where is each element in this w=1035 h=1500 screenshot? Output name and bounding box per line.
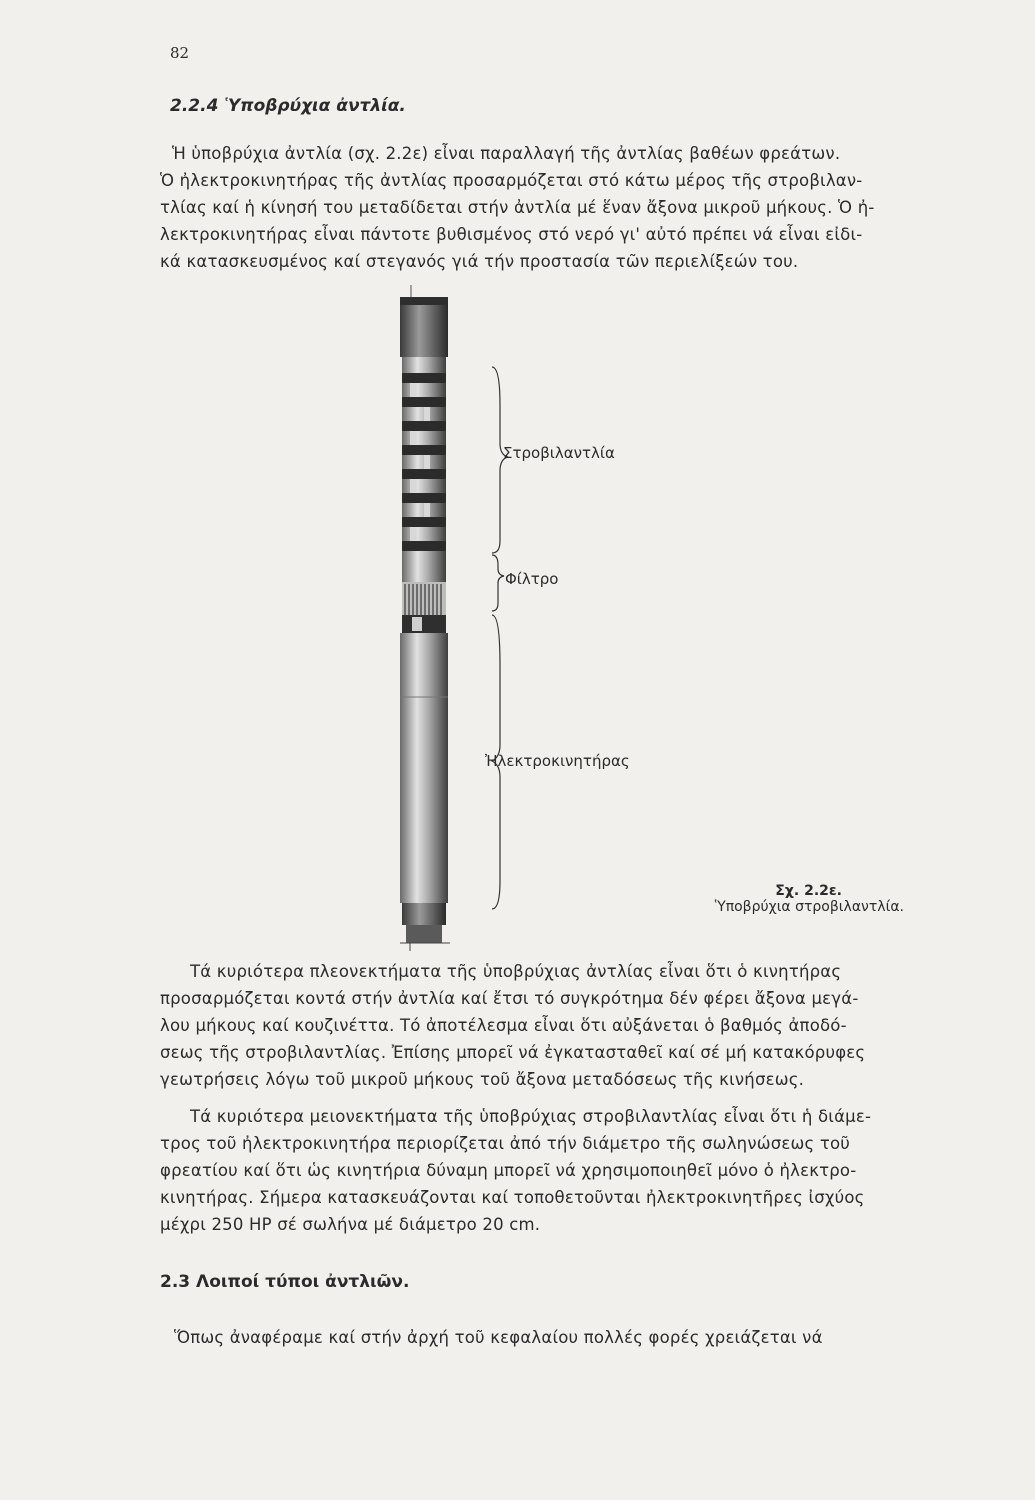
text-line: γεωτρήσεις λόγω τοῦ μικροῦ μήκους τοῦ ἄξονα μεταδόσεως τῆς κινήσεως. [160,1070,805,1089]
text-line: τλίας καί ἡ κίνησή του μεταδίδεται στήν ἀντλία μέ ἕναν ἄξονα μικροῦ μήκους. Ὁ ἠ- [160,198,875,217]
text-line: κά κατασκευσμένος καί στεγανός γιά τήν προστασία τῶν περιελίξεών του. [160,252,799,271]
caption-text: Ὑποβρύχια στροβιλαντλία. [714,899,904,915]
label-filter: Φίλτρο [505,570,559,588]
section-heading: 2.2.4 Ὑποβρύχια ἀντλία. [170,96,406,116]
next-section-heading: 2.3 Λοιποί τύποι ἀντλιῶν. [160,1272,410,1292]
text-line: φρεατίου καί ὅτι ὡς κινητήρια δύναμη μπορεῖ νά χρησιμοποιηθεῖ μόνο ὁ ἠλεκτρο- [160,1161,857,1180]
page-number: 82 [170,44,190,62]
figure-caption [660,883,904,915]
text-line: σεως τῆς στροβιλαντλίας. Ἐπίσης μπορεῖ νά ἐγκατασταθεῖ καί σέ μή κατακόρυφες [160,1043,866,1062]
intro-paragraph [160,140,995,275]
caption-number: Σχ. 2.2ε. [775,883,842,899]
label-motor: Ἠλεκτροκινητήρας [485,752,630,770]
advantages-paragraph [160,958,995,1093]
next-section-paragraph [160,1324,995,1351]
text-line: μέχρι 250 HP σέ σωλήνα μέ διάμετρο 20 cm. [160,1215,541,1234]
text-line: προσαρμόζεται κοντά στήν ἀντλία καί ἔτσι τό συγκρότημα δέν φέρει ἄξονα μεγά- [160,989,859,1008]
text-line: Τά κυριότερα μειονεκτήματα τῆς ὑποβρύχιας στροβιλαντλίας εἶναι ὅτι ἡ διάμε- [190,1107,872,1126]
text-line: Τά κυριότερα πλεονεκτήματα τῆς ὑποβρύχιας ἀντλίας εἶναι ὅτι ὁ κινητήρας [190,962,842,981]
text-line: κινητήρας. Σήμερα κατασκευάζονται καί τοποθετοῦνται ἠλεκτροκινητῆρες ἰσχύος [160,1188,865,1207]
text-line: λου μήκους καί κουζινέττα. Τό ἀποτέλεσμα εἶναι ὅτι αὐξάνεται ὁ βαθμός ἀποδό- [160,1016,847,1035]
text-line: Ὅπως ἀναφέραμε καί στήν ἀρχή τοῦ κεφαλαίου πολλές φορές χρειάζεται νά [174,1328,823,1347]
label-turbine: Στροβιλαντλία [503,444,615,462]
text-line: Ἡ ὑποβρύχια ἀντλία (σχ. 2.2ε) εἶναι παραλλαγή τῆς ἀντλίας βαθέων φρεάτων. [172,144,841,163]
text-line: τρος τοῦ ἠλεκτροκινητήρα περιορίζεται ἀπό τήν διάμετρο τῆς σωληνώσεως τοῦ [160,1134,851,1153]
text-line: Ὁ ἠλεκτροκινητήρας τῆς ἀντλίας προσαρμόζεται στό κάτω μέρος τῆς στροβιλαν- [160,171,863,190]
text-line: λεκτροκινητήρας εἶναι πάντοτε βυθισμένος στό νερό γι' αὐτό πρέπει νά εἶναι εἰδι- [160,225,863,244]
pump-figure [380,285,520,965]
disadvantages-paragraph [160,1103,995,1238]
